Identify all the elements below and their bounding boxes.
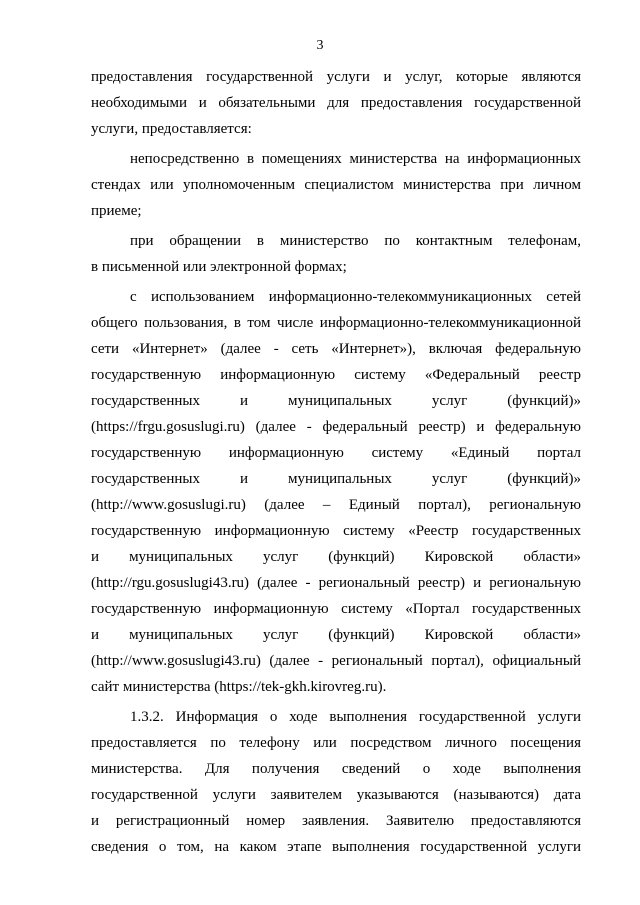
text-line: и муниципальных услуг (функций) Кировской области» xyxy=(91,549,581,565)
paragraph-internet xyxy=(91,284,581,700)
document-body xyxy=(91,64,581,860)
paragraph-phone xyxy=(91,228,581,280)
text-line: и регистрационный номер заявления. Заявителю предоставляются xyxy=(91,813,581,829)
text-line: приеме; xyxy=(91,203,142,219)
text-line: государственную информационную систему «Реестр государственных xyxy=(91,523,581,539)
text-line: сведения о том, на каком этапе выполнения государственной услуги xyxy=(91,839,581,855)
text-line: государственную информационную систему «Портал государственных xyxy=(91,601,581,617)
text-line: необходимыми и обязательными для предоставления государственной xyxy=(91,95,581,111)
page-number: 3 xyxy=(316,38,324,53)
text-line: (http://www.gosuslugi.ru) (далее – Единый портал), региональную xyxy=(91,497,581,513)
text-line: государственных и муниципальных услуг (функций)» xyxy=(91,471,581,487)
paragraph-intro xyxy=(91,64,581,142)
text-line: (http://rgu.gosuslugi43.ru) (далее - региональный реестр) и региональную xyxy=(91,575,581,591)
text-line: общего пользования, в том числе информационно-телекоммуникационной xyxy=(91,315,581,331)
text-line: в письменной или электронной формах; xyxy=(91,259,347,275)
text-line: с использованием информационно-телекоммуникационных сетей xyxy=(130,289,581,305)
text-line: и муниципальных услуг (функций) Кировской области» xyxy=(91,627,581,643)
text-line: государственную информационную систему «Единый портал xyxy=(91,445,581,461)
text-line: сайт министерства (https://tek-gkh.kirovreg.ru). xyxy=(91,679,387,695)
text-line: 1.3.2. Информация о ходе выполнения государственной услуги xyxy=(130,709,581,725)
text-line: (https://frgu.gosuslugi.ru) (далее - федеральный реестр) и федеральную xyxy=(91,419,581,435)
text-line: непосредственно в помещениях министерства на информационных xyxy=(130,151,581,167)
text-line: предоставления государственной услуги и услуг, которые являются xyxy=(91,69,581,85)
text-line: (http://www.gosuslugi43.ru) (далее - региональный портал), официальный xyxy=(91,653,581,669)
text-line: министерства. Для получения сведений о ходе выполнения xyxy=(91,761,581,777)
text-line: государственной услуги заявителем указываются (называются) дата xyxy=(91,787,581,803)
text-line: государственных и муниципальных услуг (функций)» xyxy=(91,393,581,409)
text-line: предоставляется по телефону или посредством личного посещения xyxy=(91,735,581,751)
text-line: стендах или уполномоченным специалистом министерства при личном xyxy=(91,177,581,193)
text-line: при обращении в министерство по контактным телефонам, xyxy=(130,233,581,249)
text-line: государственную информационную систему «Федеральный реестр xyxy=(91,367,581,383)
text-line: услуги, предоставляется: xyxy=(91,121,252,137)
paragraph-in-person xyxy=(91,146,581,224)
text-line: сети «Интернет» (далее - сеть «Интернет»), включая федеральную xyxy=(91,341,581,357)
paragraph-1-3-2 xyxy=(91,704,581,860)
